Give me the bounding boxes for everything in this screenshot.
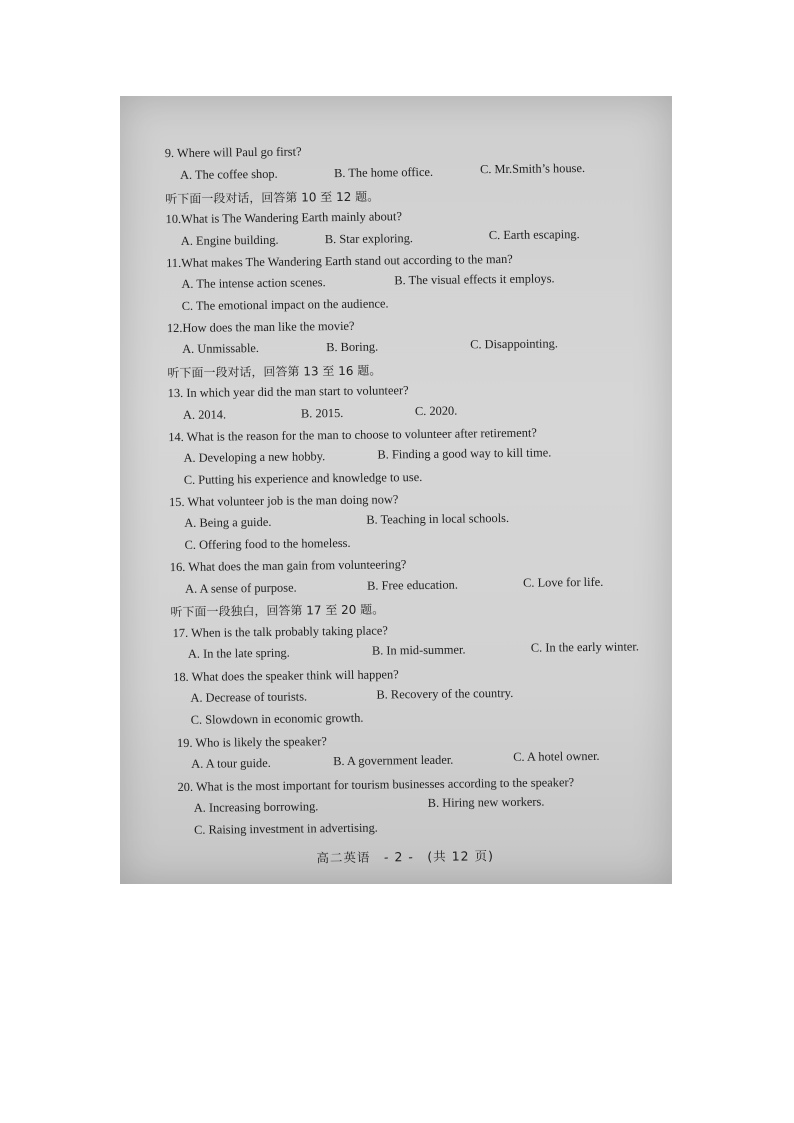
question-15-option-b: B. Teaching in local schools. [366,510,510,527]
question-13-stem: 13. In which year did the man start to volunteer? [167,383,409,401]
question-18-option-a: A. Decrease of tourists. [190,689,308,705]
question-16-stem: 16. What does the man gain from volunteering? [169,557,407,575]
question-12-option-a: A. Unmissable. [182,341,260,356]
question-14-option-b: B. Finding a good way to kill time. [377,445,552,462]
question-11-stem: 11.What makes The Wandering Earth stand out according to the man? [166,251,513,271]
question-18-option-c: C. Slowdown in economic growth. [190,710,364,727]
question-10-option-c: C. Earth escaping. [488,227,580,243]
question-14-option-a: A. Developing a new hobby. [183,449,326,465]
question-13-option-b: B. 2015. [300,405,344,421]
question-12-stem: 12.How does the man like the movie? [166,318,355,336]
question-10-option-b: B. Star exploring. [324,231,414,247]
exam-page [117,92,679,887]
question-16-option-a: A. A sense of purpose. [185,580,297,596]
question-17-option-c: C. In the early winter. [530,639,639,655]
question-19-option-c: C. A hotel owner. [513,748,600,764]
question-11-option-b: B. The visual effects it employs. [394,271,555,288]
question-18-option-b: B. Recovery of the country. [376,685,514,702]
page-footer: 高二英语 - 2 - (共 12 页) [316,848,495,866]
section-instruction-17-20: 听下面一段独白，回答第 17 至 20 题。 [170,602,385,620]
question-10-option-a: A. Engine building. [180,232,279,248]
question-15-stem: 15. What volunteer job is the man doing now? [168,492,399,510]
scanned-exam-page-photo [120,96,672,884]
question-20-option-b: B. Hiring new workers. [427,794,545,810]
question-19-stem: 19. Who is likely the speaker? [176,734,327,751]
question-12-option-c: C. Disappointing. [470,336,559,352]
question-9-option-a: A. The coffee shop. [179,166,278,182]
question-14-option-c: C. Putting his experience and knowledge to use. [183,470,423,487]
question-19-option-b: B. A government leader. [333,752,454,769]
question-17-stem: 17. When is the talk probably taking place? [172,623,388,641]
question-20-option-c: C. Raising investment in advertising. [193,820,378,837]
question-13-option-a: A. 2014. [182,407,227,422]
question-10-stem: 10.What is The Wandering Earth mainly about? [165,209,402,227]
question-18-stem: 18. What does the speaker think will happen? [173,667,399,685]
question-11-option-a: A. The intense action scenes. [181,275,326,291]
question-20-stem: 20. What is the most important for tourism businesses according to the speaker? [177,775,575,795]
question-13-option-c: C. 2020. [414,403,458,419]
question-15-option-c: C. Offering food to the homeless. [184,535,351,552]
question-16-option-b: B. Free education. [367,577,459,593]
question-9-option-c: C. Mr.Smith’s house. [479,161,586,177]
question-14-stem: 14. What is the reason for the man to choose to volunteer after retirement? [168,425,537,445]
question-15-option-a: A. Being a guide. [184,514,272,530]
question-9-stem: 9. Where will Paul go first? [164,144,302,161]
section-instruction-13-16: 听下面一段对话，回答第 13 至 16 题。 [167,363,382,381]
question-17-option-a: A. In the late spring. [187,645,290,661]
question-11-option-c: C. The emotional impact on the audience. [181,296,389,313]
question-9-option-b: B. The home office. [333,164,434,181]
question-19-option-a: A. A tour guide. [191,755,271,771]
section-instruction-10-12: 听下面一段对话，回答第 10 至 12 题。 [165,189,380,207]
question-12-option-b: B. Boring. [326,339,379,355]
question-16-option-c: C. Love for life. [522,574,604,590]
question-17-option-b: B. In mid-summer. [371,642,466,658]
question-20-option-a: A. Increasing borrowing. [193,799,319,815]
